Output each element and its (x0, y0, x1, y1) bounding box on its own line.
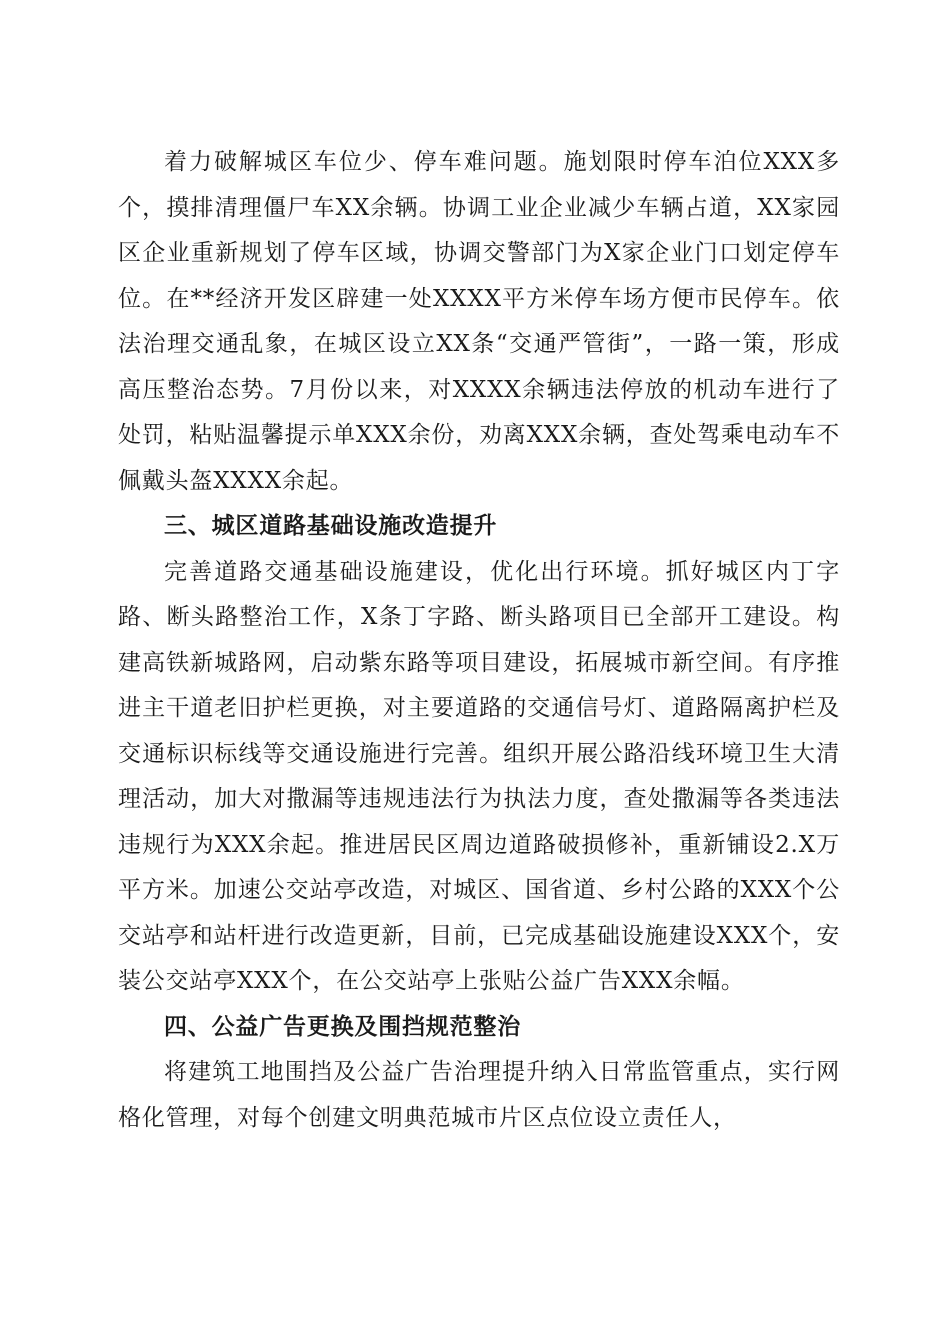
document-page (118, 140, 840, 1141)
body-paragraph: 着力破解城区车位少、停车难问题。施划限时停车泊位XXX多个，摸排清理僵尸车XX余辆。协调工业企业减少车辆占道，XX家园区企业重新规划了停车区域，协调交警部门为X家企业门口划定停车位。在**经济开发区辟建一处XXXX平方米停车场方便市民停车。依法治理交通乱象，在城区设立XX条“交通严管街”，一路一策，形成高压整治态势。7月份以来，对XXXX余辆违法停放的机动车进行了处罚，粘贴温馨提示单XXX余份，劝离XXX余辆，查处驾乘电动车不佩戴头盔XXXX余起。 (118, 149, 840, 494)
body-paragraph: 将建筑工地围挡及公益广告治理提升纳入日常监管重点，实行网格化管理，对每个创建文明典范城市片区点位设立责任人， (118, 1059, 840, 1131)
section-heading-3: 三、城区道路基础设施改造提升 (164, 513, 498, 539)
body-paragraph: 完善道路交通基础设施建设，优化出行环境。抓好城区内丁字路、断头路整治工作，X条丁字路、断头路项目已全部开工建设。构建高铁新城路网，启动紫东路等项目建设，拓展城市新空间。有序推进主干道老旧护栏更换，对主要道路的交通信号灯、道路隔离护栏及交通标识标线等交通设施进行完善。组织开展公路沿线环境卫生大清理活动，加大对撒漏等违规违法行为执法力度，查处撒漏等各类违法违规行为XXX余起。推进居民区周边道路破损修补，重新铺设2.X万平方米。加速公交站亭改造，对城区、国省道、乡村公路的XXX个公交站亭和站杆进行改造更新，目前，已完成基础设施建设XXX个，安装公交站亭XXX个，在公交站亭上张贴公益广告XXX余幅。 (118, 558, 840, 994)
section-heading-4: 四、公益广告更换及围挡规范整治 (164, 1013, 521, 1040)
